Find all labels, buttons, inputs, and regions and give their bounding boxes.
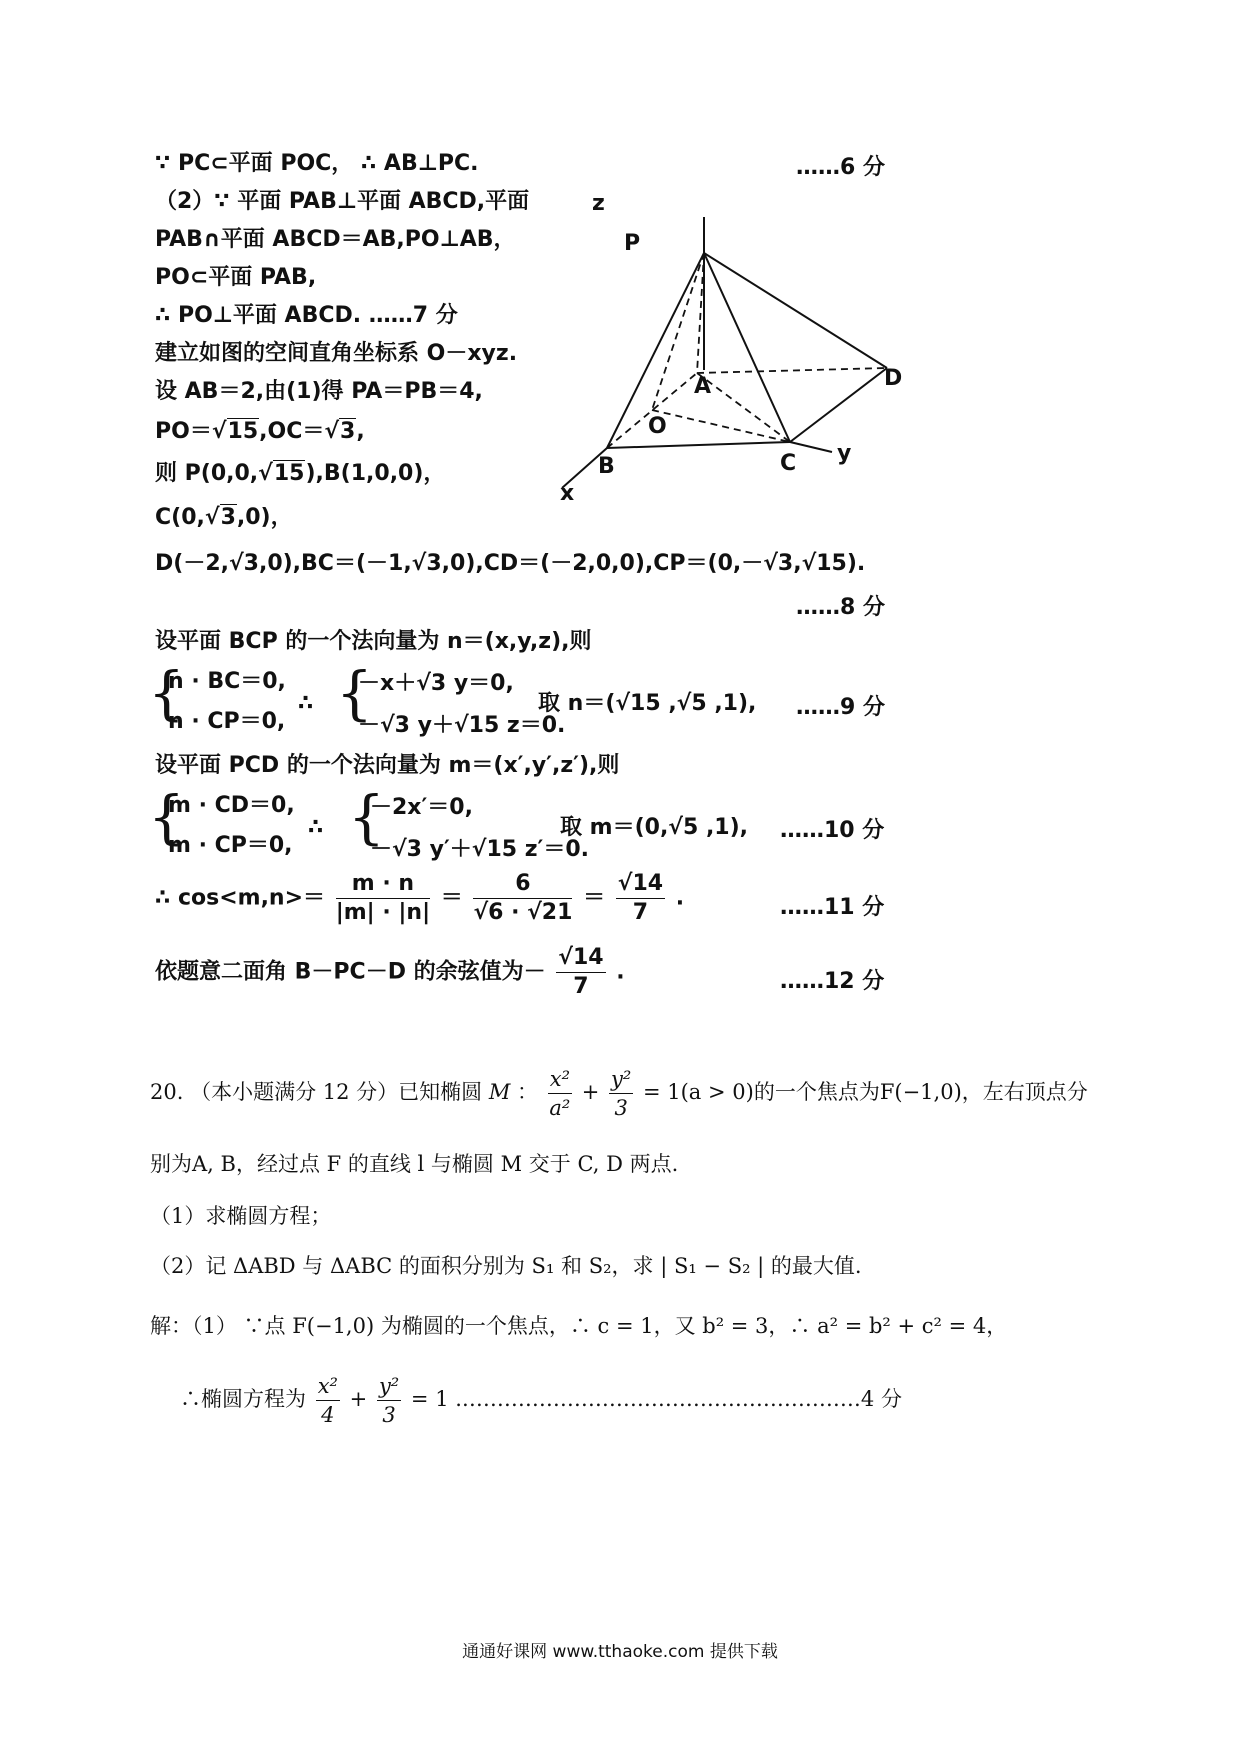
eq-line: n · BC＝0, [168,669,286,694]
sqrt-value: 3 [340,419,356,444]
therefore-symbol: ∴ [308,815,324,840]
denominator: 7 [632,900,649,925]
text-fragment: ＝ [583,885,606,911]
numerator: x² [548,1065,572,1094]
eq-line: 取 m＝(0,√5 ,1), [560,815,749,840]
label-B: B [598,454,615,479]
score-8: ……8 分 [796,595,885,620]
footer: 通通好课网 www.tthaoke.com 提供下载 [462,1642,778,1662]
text-line: （2）记 ΔABD 与 ΔABC 的面积分别为 S₁ 和 S₂，求 | S₁ − S₂ | 的最大值. [150,1254,862,1278]
text-line: 建立如图的空间直角坐标系 O－xyz. [155,341,518,366]
eq-line: 取 n＝(√15 ,√5 ,1), [538,691,757,716]
text-fragment: M [488,1080,511,1104]
edge-AD [697,368,887,373]
label-A: A [694,374,712,399]
eq-line: －2x′＝0, [370,795,473,820]
denominator: 3 [382,1403,396,1427]
text-line: ∵ PC⊂平面 POC， ∴ AB⊥PC. [155,151,479,176]
label-C: C [780,451,797,476]
edge-BC [607,442,790,448]
denominator: 4 [321,1403,335,1427]
sqrt-value: 15 [227,419,259,444]
text-fragment: ∴椭圆方程为 [180,1387,306,1411]
label-P: P [624,231,641,256]
denominator: √6 · √21 [473,900,573,925]
fraction [616,870,665,927]
text-fragment: ,0)， [236,505,293,530]
text-line: 设平面 BCP 的一个法向量为 n＝(x,y,z),则 [155,629,592,654]
text-line: D(－2,√3,0),BC＝(－1,√3,0),CD＝(－2,0,0),CP＝(0,－√3,√15). [155,551,866,576]
numerator: 6 [473,870,572,899]
label-x: x [560,481,575,506]
fraction [609,1065,633,1122]
eq-line: －√3 y′＋√15 z′＝0. [370,837,590,862]
text-line: （2）∵ 平面 PAB⊥平面 ABCD,平面 [155,189,530,214]
eq-line: －√3 y＋√15 z＝0. [358,713,566,738]
text-line: 则 P(0,0,√15),B(1,0,0)， [155,461,446,486]
text-line: 设平面 PCD 的一个法向量为 m＝(x′,y′,z′),则 [155,753,620,778]
numerator: y² [609,1065,633,1094]
numerator: √14 [616,870,665,899]
ellipse-equation [180,1372,902,1429]
score-9: ……9 分 [796,695,885,720]
text-line: PAB∩平面 ABCD＝AB,PO⊥AB， [155,227,516,252]
text-fragment: + [581,1080,600,1104]
text-fragment: ),B(1,0,0)， [305,461,446,486]
edge-CD [790,368,887,442]
denominator: a² [549,1096,571,1120]
score-12: ……12 分 [780,969,885,994]
text-fragment: C(0, [155,505,205,530]
fraction [556,944,605,1001]
sqrt-value: 3 [220,505,236,530]
text-fragment: + [349,1387,368,1411]
edge-PD [704,253,887,368]
text-fragment: . [616,959,625,985]
eq-line: m · CP＝0, [168,833,293,858]
text-fragment: . [675,885,685,911]
score-11: ……11 分 [780,895,885,920]
text-line: （1）求椭圆方程； [150,1204,332,1228]
label-O: O [648,414,667,439]
final-answer [155,944,625,1001]
text-fragment: ∴ cos<m,n>＝ [155,885,326,911]
text-fragment: ,OC＝ [259,419,325,444]
brace: { [148,783,185,851]
eq-line: n · CP＝0, [168,709,286,734]
text-fragment: 则 P(0,0, [155,461,259,486]
label-D: D [884,366,903,391]
eq-line: －x＋√3 y＝0, [358,671,514,696]
fraction [548,1065,572,1122]
text-fragment: = 1(a > 0)的一个焦点为F(−1,0)，左右顶点分 [642,1080,1088,1104]
denominator: 3 [614,1096,628,1120]
numerator: m · n [336,870,430,899]
denominator: |m| · |n| [335,900,431,925]
text-fragment: ＝ [440,885,463,911]
text-line: PO⊂平面 PAB, [155,265,317,290]
text-fragment: ： [517,1080,539,1104]
text-line: 设 AB＝2,由(1)得 PA＝PB＝4, [155,379,483,404]
y-axis [790,442,832,452]
fraction [336,870,430,927]
text-line: 解：（1） ∵点 F(−1,0) 为椭圆的一个焦点，∴ c = 1，又 b² = 3，∴ a² = b² + c² = 4， [150,1314,1008,1338]
score-6: ……6 分 [796,155,885,180]
text-line: 别为A, B，经过点 F 的直线 l 与椭圆 M 交于 C, D 两点. [150,1152,679,1176]
q20-statement [150,1065,1088,1122]
numerator: √14 [556,944,605,973]
text-line: C(0,√3,0)， [155,505,293,530]
text-fragment: 20. （本小题满分 12 分）已知椭圆 [150,1080,483,1104]
denominator: 7 [573,974,589,999]
text-fragment: = 1 .…………………………………………………4 分 [410,1387,902,1411]
text-fragment: PO＝ [155,419,212,444]
numerator: y² [377,1372,401,1401]
text-fragment: , [356,419,365,444]
edge-PC [704,253,790,442]
label-y: y [837,441,852,466]
sqrt-value: 15 [273,461,305,486]
text-line: ∴ PO⊥平面 ABCD. ……7 分 [155,303,458,328]
fraction [316,1372,340,1429]
brace: { [348,783,385,851]
pyramid-figure [560,191,942,506]
cos-equation [155,870,684,927]
eq-line: m · CD＝0, [168,793,295,818]
fraction [377,1372,401,1429]
numerator: x² [316,1372,340,1401]
brace: { [336,659,373,727]
score-10: ……10 分 [780,818,885,843]
therefore-symbol: ∴ [298,691,314,716]
text-line: PO＝√15,OC＝√3, [155,419,365,444]
text-fragment: 依题意二面角 B－PC－D 的余弦值为－ [155,959,546,985]
fraction [473,870,572,927]
label-z: z [592,191,605,216]
brace: { [148,659,185,727]
